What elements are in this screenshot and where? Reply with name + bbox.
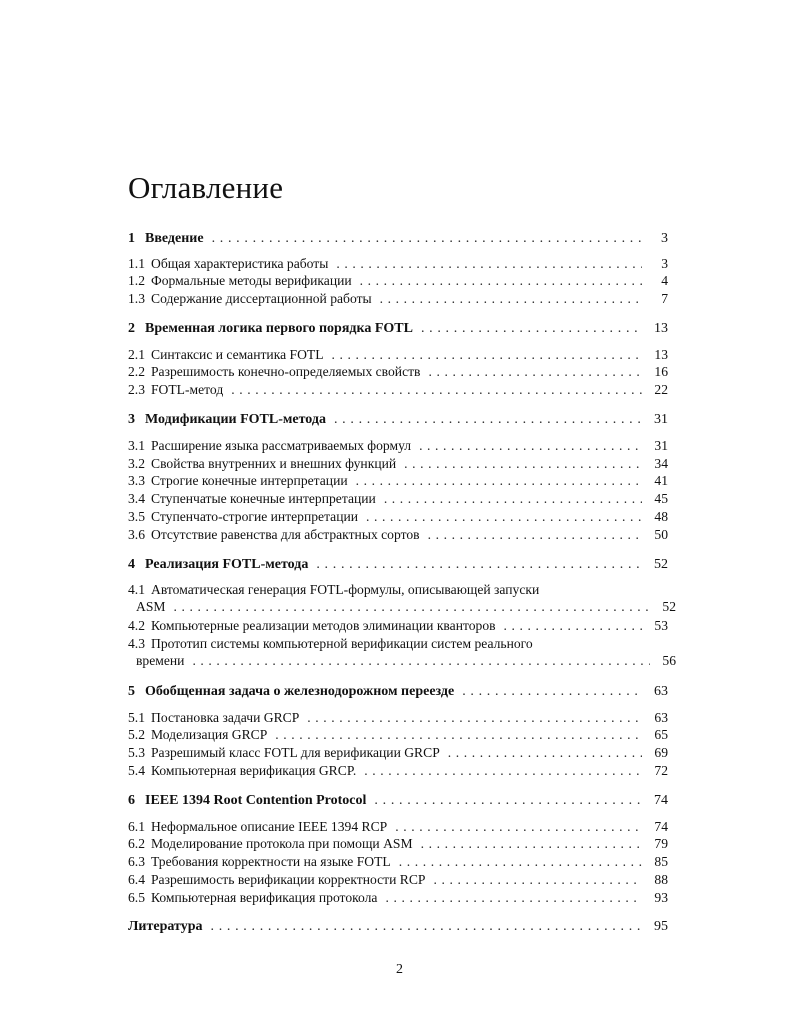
toc-chapter-entry[interactable] [128, 556, 668, 574]
toc-entry-title: Моделирование протокола при помощи ASM [151, 836, 413, 851]
toc-entry-number: 2.3 [128, 382, 145, 397]
toc-entry-title: Требования корректности на языке FOTL [151, 854, 391, 869]
dot-leader [366, 508, 642, 526]
toc-entry-title: Автоматическая генерация FOTL-формулы, описывающей запуски [151, 582, 540, 597]
toc-entry-title: Содержание диссертационной работы [151, 291, 372, 306]
toc-entry-page: 34 [654, 456, 668, 471]
toc-entry-title: Строгие конечные интерпретации [151, 473, 348, 488]
toc-entry-page: 50 [654, 527, 668, 542]
toc-entry-number: 6.3 [128, 854, 145, 869]
toc-entry-title: Литература [128, 919, 203, 934]
toc-entry-number: 4.2 [128, 618, 145, 633]
dot-leader [316, 556, 642, 574]
toc-entry-title: Разрешимость верификации корректности RCP [151, 872, 426, 887]
dot-leader [374, 792, 642, 810]
toc-entry-page: 88 [654, 872, 668, 887]
toc-entry-number: 5.3 [128, 745, 145, 760]
dot-leader [275, 726, 642, 744]
toc-section-entry[interactable] [128, 437, 668, 455]
toc-entry-number: 5.2 [128, 727, 145, 742]
toc-entry-page: 69 [654, 745, 668, 760]
toc-section-entry[interactable] [128, 455, 668, 473]
toc-entry-number: 6.4 [128, 872, 145, 887]
toc-entry-page: 3 [661, 256, 668, 271]
toc-entry-number: 3.4 [128, 491, 145, 506]
dot-leader [364, 762, 642, 780]
toc-entry-number: 6.1 [128, 819, 145, 834]
toc-entry-page: 52 [654, 557, 668, 572]
toc-entry-page: 45 [654, 491, 668, 506]
toc-entry-title: FOTL-метод [151, 382, 224, 397]
toc-section-entry[interactable] [128, 363, 668, 381]
toc-entry-title: Временная логика первого порядка FOTL [145, 321, 413, 336]
toc-entry-title: Синтаксис и семантика FOTL [151, 347, 324, 362]
toc-entry-title: Общая характеристика работы [151, 256, 329, 271]
page-title: Оглавление [128, 170, 284, 205]
toc-entry-title: Расширение языка рассматриваемых формул [151, 438, 412, 453]
toc-entry-title: ASM [136, 599, 166, 614]
toc-entry-number: 1.3 [128, 291, 145, 306]
toc-chapter-entry[interactable] [128, 683, 668, 701]
toc-entry-title: Компьютерные реализации методов элиминации кванторов [151, 618, 496, 633]
dot-leader [404, 455, 642, 473]
toc-entry-title: Введение [145, 231, 204, 246]
toc-entry-number: 4.3 [128, 636, 145, 651]
toc-entry-page: 4 [661, 273, 668, 288]
toc-section-entry[interactable] [128, 581, 668, 599]
toc-entry-number: 1.2 [128, 273, 145, 288]
toc-section-entry[interactable] [128, 818, 668, 836]
toc-entry-title: Обобщенная задача о железнодорожном переезде [145, 684, 455, 699]
toc-chapter-entry[interactable] [128, 792, 668, 810]
toc-entry-title: Реализация FOTL-метода [145, 557, 309, 572]
toc-section-entry[interactable] [128, 709, 668, 727]
toc-entry-number: 6.5 [128, 890, 145, 905]
toc-chapter-entry[interactable] [128, 230, 668, 248]
toc-entry-page: 74 [654, 793, 668, 808]
toc-entry-page: 93 [654, 890, 668, 905]
toc-entry-page: 13 [654, 347, 668, 362]
toc-entry-number: 3.3 [128, 473, 145, 488]
toc-entry-page: 7 [661, 291, 668, 306]
toc-section-entry[interactable] [128, 598, 676, 616]
dot-leader [231, 381, 642, 399]
toc-entry-page: 74 [654, 819, 668, 834]
dot-leader [504, 617, 642, 635]
toc-entry-title: Модификации FOTL-метода [145, 412, 326, 427]
toc-entry-title: Отсутствие равенства для абстрактных сортов [151, 527, 420, 542]
toc-entry-page: 31 [654, 438, 668, 453]
toc-entry-number: 3 [128, 412, 135, 427]
toc-section-entry[interactable] [128, 490, 668, 508]
toc-entry-number: 3.6 [128, 527, 145, 542]
toc-entry-page: 22 [654, 382, 668, 397]
toc-section-entry[interactable] [128, 617, 668, 635]
toc-entry-title: времени [136, 653, 185, 668]
toc-entry-title: Неформальное описание IEEE 1394 RCP [151, 819, 388, 834]
dot-leader [192, 652, 650, 670]
toc-entry-number: 3.1 [128, 438, 145, 453]
toc-entry-page: 65 [654, 727, 668, 742]
toc-entry-number: 1.1 [128, 256, 145, 271]
toc-section-entry[interactable] [128, 726, 668, 744]
toc-entry-title: Ступенчато-строгие интерпретации [151, 509, 359, 524]
toc-section-entry[interactable] [128, 871, 668, 889]
toc-entry-number: 6 [128, 793, 135, 808]
toc-entry-number: 2.2 [128, 364, 145, 379]
dot-leader [419, 437, 642, 455]
toc-entry-number: 4 [128, 557, 135, 572]
toc-section-entry[interactable] [128, 652, 676, 670]
toc-entry-page: 56 [662, 653, 676, 668]
toc-entry-page: 31 [654, 412, 668, 427]
dot-leader [384, 490, 642, 508]
dot-leader [421, 320, 642, 338]
toc-chapter-entry[interactable] [128, 918, 668, 936]
toc-section-entry[interactable] [128, 272, 668, 290]
toc-entry-title: IEEE 1394 Root Contention Protocol [145, 793, 367, 808]
toc-entry-page: 95 [654, 919, 668, 934]
toc-entry-page: 63 [654, 710, 668, 725]
dot-leader [462, 683, 642, 701]
toc-section-entry[interactable] [128, 508, 668, 526]
toc-section-entry[interactable] [128, 835, 668, 853]
toc-entry-title: Ступенчатые конечные интерпретации [151, 491, 376, 506]
dot-leader [421, 835, 642, 853]
toc-section-entry[interactable] [128, 853, 668, 871]
toc-entry-number: 3.5 [128, 509, 145, 524]
toc-entry-page: 72 [654, 763, 668, 778]
toc-section-entry[interactable] [128, 381, 668, 399]
toc-entry-number: 1 [128, 231, 135, 246]
toc-entry-page: 85 [654, 854, 668, 869]
toc-entry-title: Моделизация GRCP [151, 727, 268, 742]
toc-entry-title: Разрешимость конечно-определяемых свойств [151, 364, 421, 379]
toc-entry-number: 6.2 [128, 836, 145, 851]
dot-leader [428, 363, 642, 381]
toc-section-entry[interactable] [128, 762, 668, 780]
toc-entry-page: 48 [654, 509, 668, 524]
toc-entry-title: Формальные методы верификации [151, 273, 352, 288]
toc-section-entry[interactable] [128, 635, 668, 653]
toc-entry-page: 63 [654, 684, 668, 699]
dot-leader [385, 889, 642, 907]
toc-chapter-entry[interactable] [128, 411, 668, 429]
toc-section-entry[interactable] [128, 889, 668, 907]
toc-entry-number: 5 [128, 684, 135, 699]
dot-leader [173, 598, 650, 616]
dot-leader [211, 918, 643, 936]
dot-leader [428, 526, 642, 544]
toc-entry-title: Прототип системы компьютерной верификации систем реального [151, 636, 533, 651]
dot-leader [448, 744, 642, 762]
page-number: 2 [396, 962, 403, 977]
dot-leader [356, 472, 642, 490]
toc-entry-page: 79 [654, 836, 668, 851]
toc-entry-page: 52 [662, 599, 676, 614]
toc-section-entry[interactable] [128, 744, 668, 762]
toc-entry-page: 41 [654, 473, 668, 488]
toc-entry-number: 2 [128, 321, 135, 336]
dot-leader [380, 290, 642, 308]
dot-leader [433, 871, 642, 889]
dot-leader [399, 853, 642, 871]
toc-entry-page: 53 [654, 618, 668, 633]
dot-leader [360, 272, 642, 290]
toc-entry-number: 2.1 [128, 347, 145, 362]
dot-leader [307, 709, 642, 727]
toc-entry-title: Постановка задачи GRCP [151, 710, 300, 725]
toc-entry-title: Компьютерная верификация протокола [151, 890, 378, 905]
toc-entry-number: 5.1 [128, 710, 145, 725]
dot-leader [212, 230, 642, 248]
toc-entry-number: 3.2 [128, 456, 145, 471]
toc-entry-title: Разрешимый класс FOTL для верификации GRCP [151, 745, 440, 760]
toc-section-entry[interactable] [128, 255, 668, 273]
toc-entry-title: Свойства внутренних и внешних функций [151, 456, 397, 471]
toc-entry-page: 13 [654, 321, 668, 336]
toc-section-entry[interactable] [128, 346, 668, 364]
toc-entry-title: Компьютерная верификация GRCP. [151, 763, 357, 778]
toc-section-entry[interactable] [128, 526, 668, 544]
toc-section-entry[interactable] [128, 290, 668, 308]
dot-leader [336, 255, 642, 273]
toc-entry-page: 3 [661, 231, 668, 246]
toc-chapter-entry[interactable] [128, 320, 668, 338]
dot-leader [395, 818, 642, 836]
dot-leader [332, 346, 642, 364]
toc-entry-number: 5.4 [128, 763, 145, 778]
dot-leader [334, 411, 642, 429]
toc-section-entry[interactable] [128, 472, 668, 490]
toc-entry-number: 4.1 [128, 582, 145, 597]
toc-entry-page: 16 [654, 364, 668, 379]
